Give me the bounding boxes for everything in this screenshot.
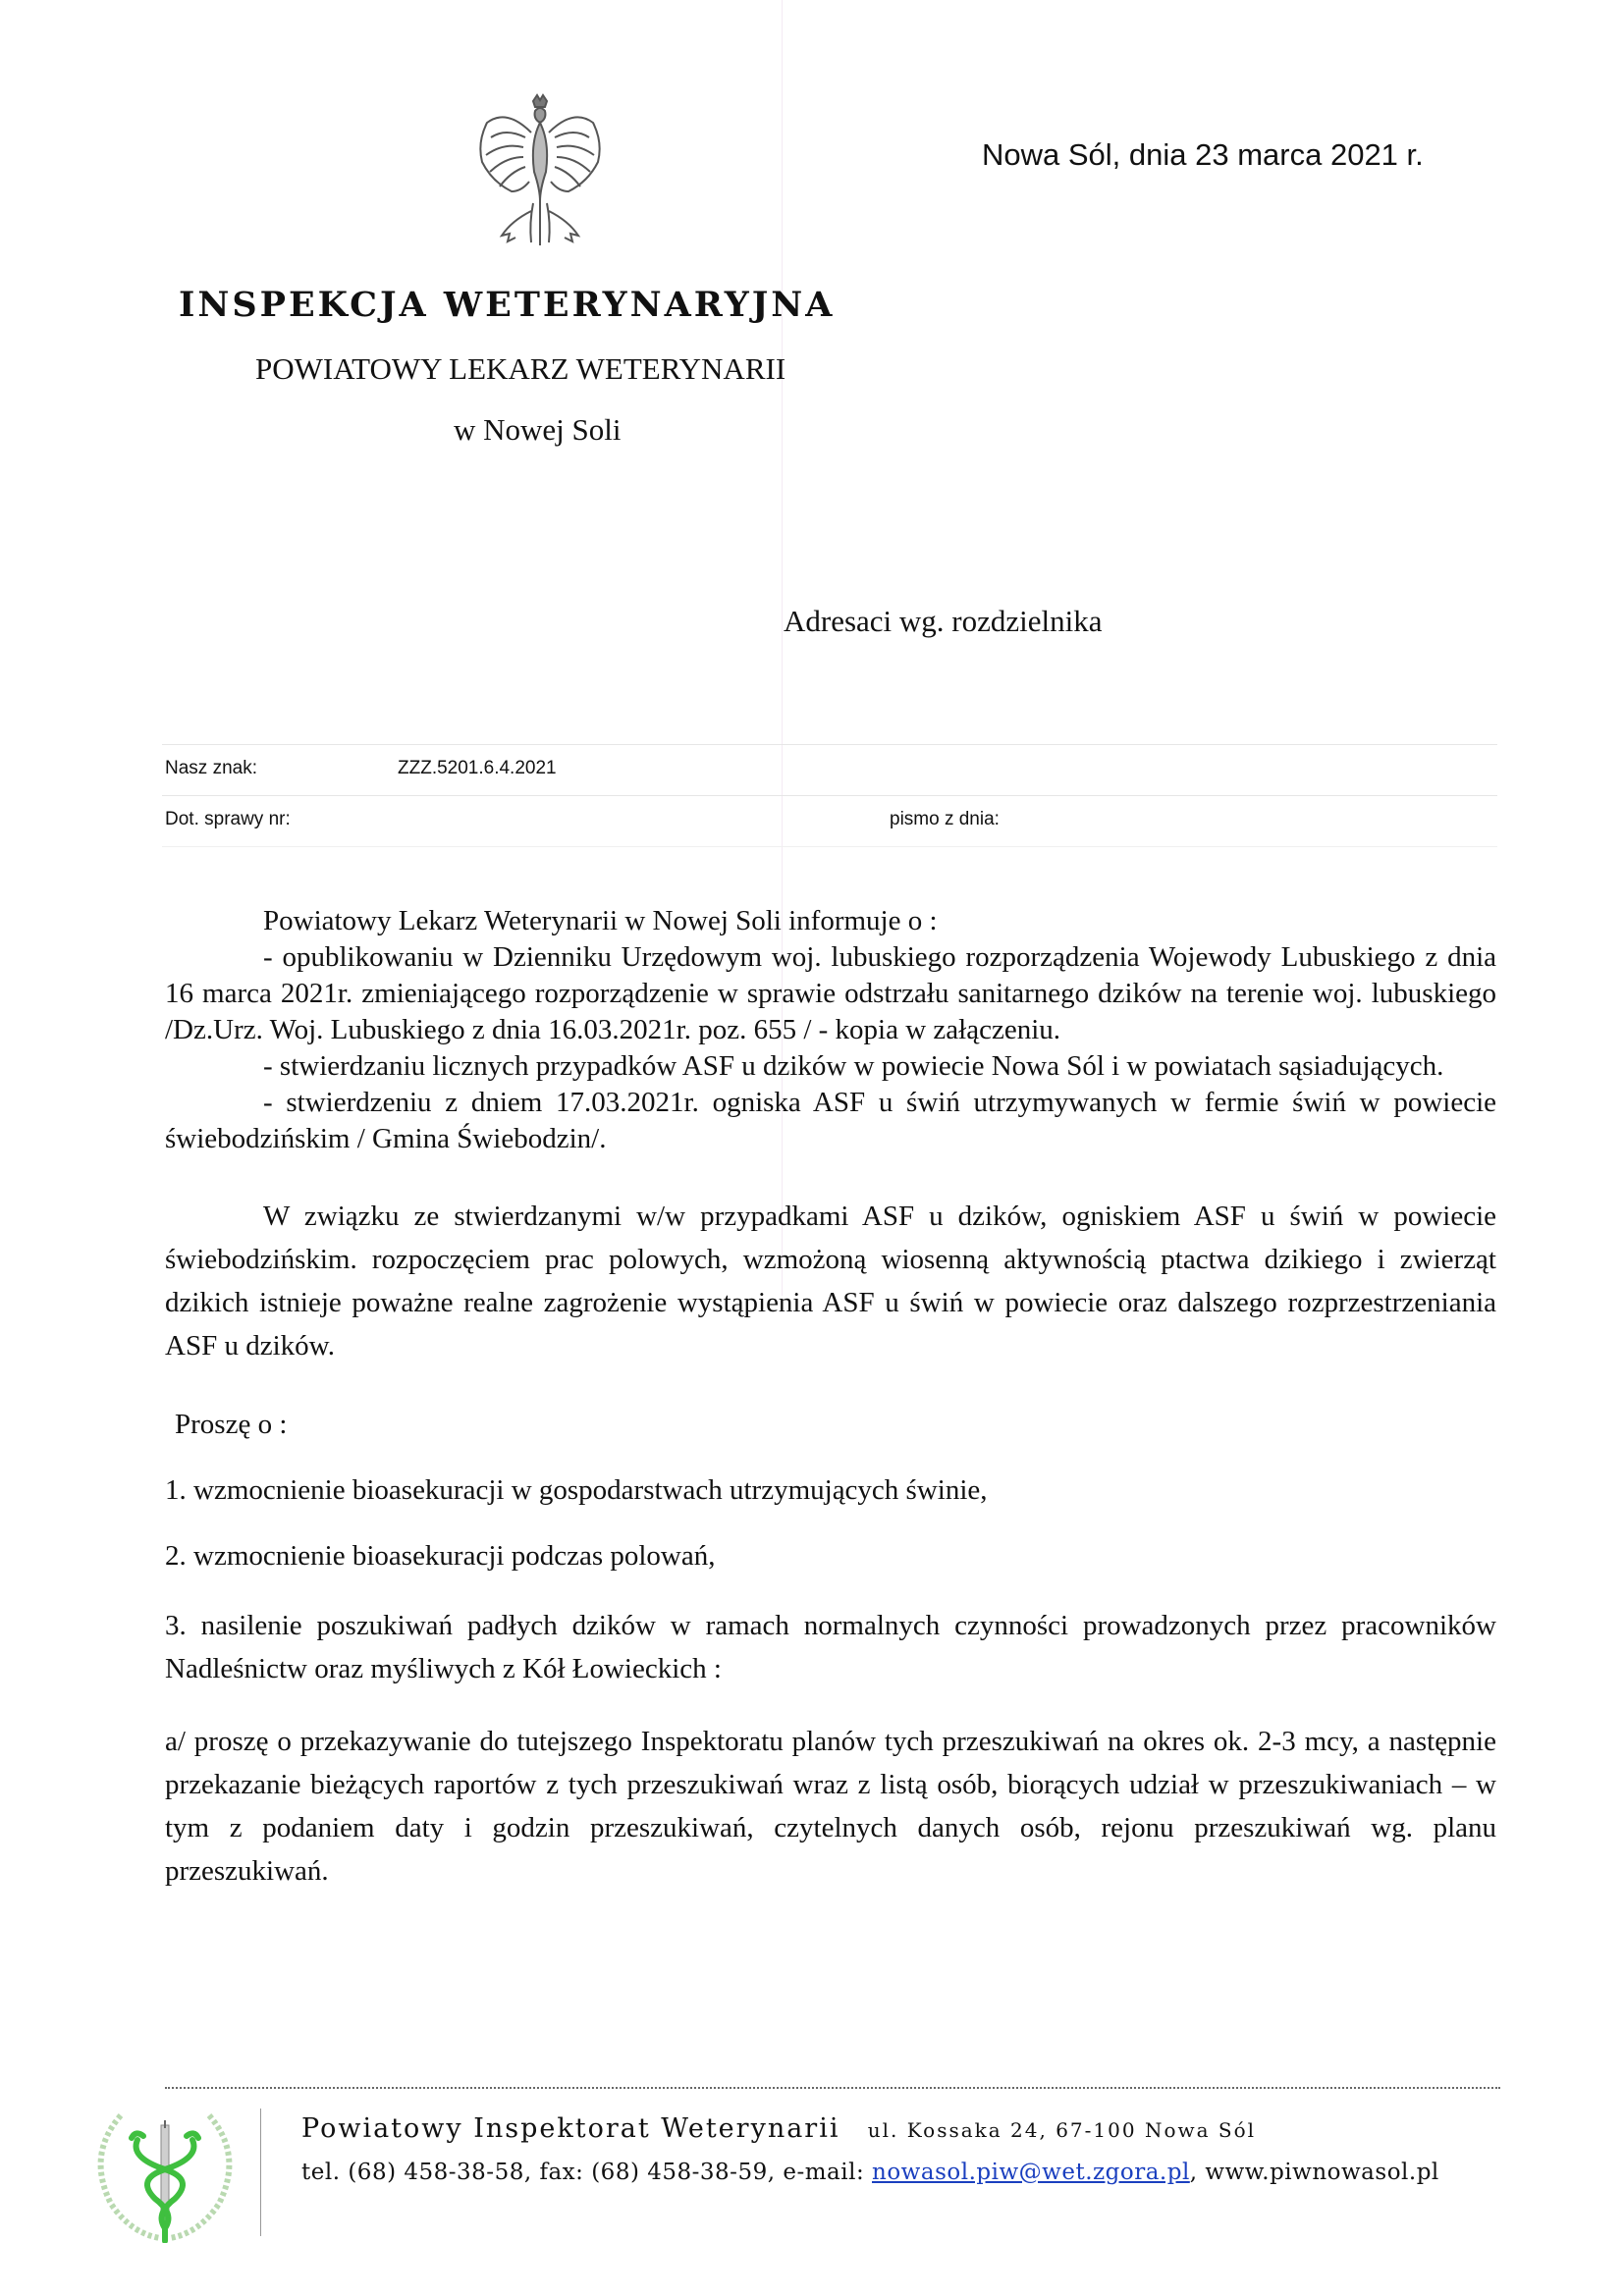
request-item: 3. nasilenie poszukiwań padłych dzików w ramach normalnych czynności prowadzonych przez pracowników Nadleśnictw oraz myśliwych z Kół Łowieckich : [165,1610,1496,1684]
footer-divider [165,2087,1500,2089]
footer-contact [301,2160,1439,2185]
info-item: - stwierdzeniu z dniem 17.03.2021r. ogniska ASF u świń utrzymywanych w fermie świń w powiecie świebodzińskim / Gmina Świebodzin/. [165,1087,1496,1154]
place-and-date: Nowa Sól, dnia 23 marca 2021 r. [982,137,1424,172]
footer-org-name: Powiatowy Inspektorat Weterynarii [301,2113,840,2144]
meta-divider [162,744,1497,745]
footer-organization [301,2113,1256,2144]
organization-subtitle: POWIATOWY LEKARZ WETERYNARII [255,351,786,386]
case-number-label: Dot. sprawy nr: [165,809,291,829]
request-intro: Proszę o : [175,1409,288,1440]
context-paragraph: W związku ze stwierdzanymi w/w przypadkami ASF u dzików, ogniskiem ASF u świń w powiecie świebodzińskim. rozpoczęciem prac polowych, wzmożoną wiosenną aktywnością ptactwa dzikiego i zwierząt dzikich istnieje poważne realne zagrożenie wystąpienia ASF u świń w powiecie oraz dalszego rozprzestrzeniania ASF u dzików. [165,1201,1496,1362]
our-reference-value: ZZZ.5201.6.4.2021 [398,758,557,778]
footer-phone-fax: tel. (68) 458-38-58, fax: (68) 458-38-59, e-mail: [301,2160,865,2185]
veterinary-caduceus-logo-icon [86,2110,244,2243]
our-reference-label: Nasz znak: [165,758,257,778]
footer-separator: , [1189,2160,1206,2185]
info-item: - stwierdzaniu licznych przypadków ASF u dzików w powiecie Nowa Sól i w powiatach sąsiadujących. [263,1050,1444,1082]
meta-divider [162,846,1497,847]
footer-website[interactable]: www.piwnowasol.pl [1205,2160,1439,2185]
letter-body [165,903,1496,1893]
meta-divider [162,795,1497,796]
letter-date-label: pismo z dnia: [890,809,1000,829]
organization-city: w Nowej Soli [454,412,622,447]
addressee: Adresaci wg. rozdzielnika [784,604,1103,638]
footer-vertical-divider [260,2109,261,2236]
request-item: 2. wzmocnienie bioasekuracji podczas polowań, [165,1540,716,1572]
polish-eagle-emblem-icon [466,93,614,260]
sub-request: a/ proszę o przekazywanie do tutejszego Inspektoratu planów tych przeszukiwań na okres ok. 2-3 mcy, a następnie przekazanie bieżących raportów z tych przeszukiwań wraz z listą osób, biorących udział w przeszukiwaniach – w tym z podaniem daty i godzin przeszukiwań, czytelnych danych osób, rejonu przeszukiwań wg. planu przeszukiwań. [165,1726,1496,1887]
footer-email-link[interactable]: nowasol.piw@wet.zgora.pl [872,2160,1190,2185]
footer-address: ul. Kossaka 24, 67-100 Nowa Sól [867,2118,1257,2142]
info-item: - opublikowaniu w Dzienniku Urzędowym woj. lubuskiego rozporządzenia Wojewody Lubuskiego z dnia 16 marca 2021r. zmieniającego rozporządzenie w sprawie odstrzału sanitarnego dzików na terenie woj. lubuskiego /Dz.Urz. Woj. Lubuskiego z dnia 16.03.2021r. poz. 655 / - kopia w załączeniu. [165,941,1496,1045]
intro-paragraph: Powiatowy Lekarz Weterynarii w Nowej Soli informuje o : [263,905,938,936]
request-item: 1. wzmocnienie bioasekuracji w gospodarstwach utrzymujących świnie, [165,1474,988,1506]
organization-title: INSPEKCJA WETERYNARYJNA [179,285,836,325]
